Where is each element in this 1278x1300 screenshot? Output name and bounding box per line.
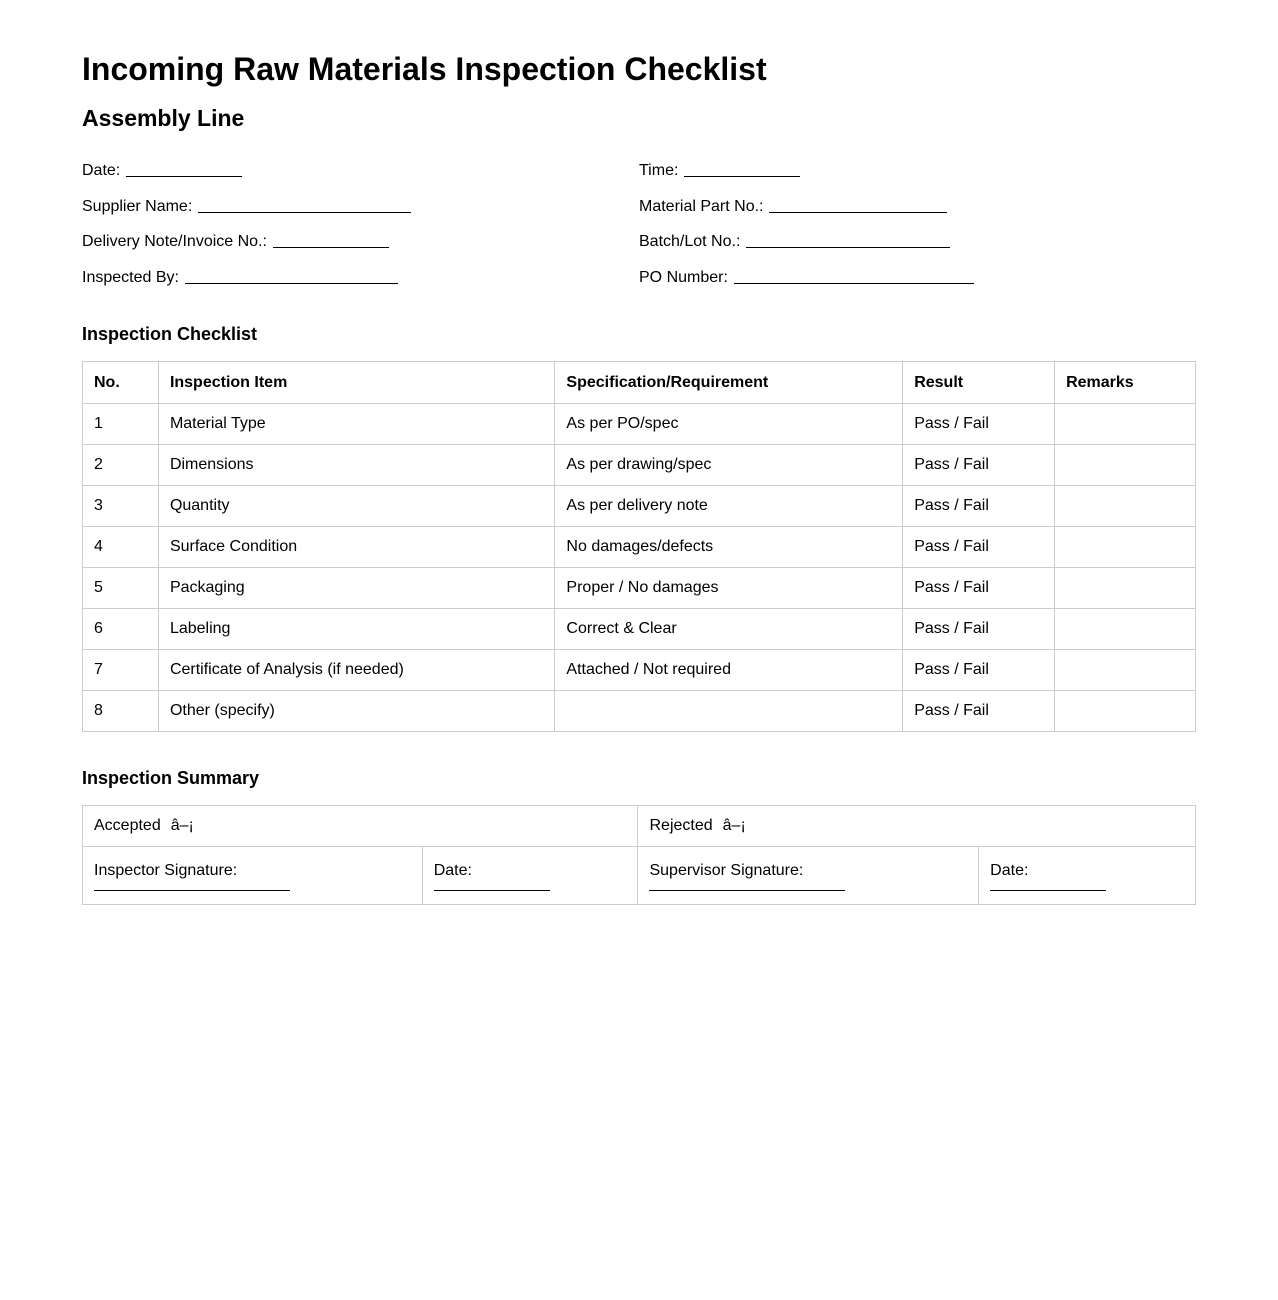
inspector-date-cell[interactable]: [422, 847, 638, 905]
row-result[interactable]: Pass / Fail: [903, 404, 1055, 445]
summary-decision-row: [83, 806, 1196, 847]
row-no: 7: [83, 650, 159, 691]
supervisor-date-line[interactable]: [990, 881, 1106, 891]
row-spec: As per delivery note: [555, 486, 903, 527]
inspector-date-line[interactable]: [434, 881, 550, 891]
row-item: Dimensions: [158, 445, 554, 486]
supplier-name-blank-line[interactable]: [198, 196, 411, 213]
table-row: [83, 609, 1196, 650]
row-no: 1: [83, 404, 159, 445]
date-field[interactable]: Date:: [82, 158, 242, 178]
row-spec: Proper / No damages: [555, 568, 903, 609]
row-remarks[interactable]: [1055, 568, 1196, 609]
column-header-result: Result: [903, 362, 1055, 404]
table-row: [83, 445, 1196, 486]
row-item: Labeling: [158, 609, 554, 650]
supervisor-date-cell[interactable]: [979, 847, 1196, 905]
inspector-date-label: Date:: [433, 861, 472, 879]
inspector-signature-line[interactable]: [94, 881, 290, 891]
row-result[interactable]: Pass / Fail: [903, 691, 1055, 732]
row-item: Other (specify): [158, 691, 554, 732]
po-number-blank-line[interactable]: [734, 267, 974, 284]
rejected-checkbox-icon[interactable]: â–¡: [722, 817, 746, 834]
inspected-by-blank-line[interactable]: [185, 267, 398, 284]
rejected-label: Rejected: [649, 817, 713, 834]
supervisor-signature-line[interactable]: [649, 881, 845, 891]
row-spec: As per PO/spec: [555, 404, 903, 445]
supervisor-signature-label: Supervisor Signature:: [649, 861, 804, 879]
summary-heading: Inspection Summary: [82, 768, 260, 788]
row-result[interactable]: Pass / Fail: [903, 650, 1055, 691]
time-blank-line[interactable]: [684, 160, 800, 177]
row-spec: No damages/defects: [555, 527, 903, 568]
table-row: [83, 527, 1196, 568]
table-row: [83, 486, 1196, 527]
column-header-no: No.: [83, 362, 159, 404]
po-number-field[interactable]: PO Number:: [639, 265, 974, 285]
delivery-note-blank-line[interactable]: [273, 231, 389, 248]
row-item: Packaging: [158, 568, 554, 609]
inspector-signature-label: Inspector Signature:: [94, 861, 238, 879]
row-remarks[interactable]: [1055, 404, 1196, 445]
row-item: Quantity: [158, 486, 554, 527]
inspection-summary-table: [82, 805, 1196, 905]
accepted-checkbox-icon[interactable]: â–¡: [170, 817, 194, 834]
table-row: [83, 568, 1196, 609]
page-subtitle: Assembly Line: [82, 105, 245, 131]
accepted-label: Accepted: [94, 817, 161, 834]
material-part-no-field[interactable]: Material Part No.:: [639, 194, 947, 214]
rejected-cell[interactable]: [638, 806, 1196, 847]
row-no: 5: [83, 568, 159, 609]
row-no: 4: [83, 527, 159, 568]
row-no: 6: [83, 609, 159, 650]
inspection-checklist-table: [82, 361, 1196, 732]
supervisor-date-label: Date:: [990, 861, 1029, 879]
row-spec: Correct & Clear: [555, 609, 903, 650]
date-blank-line[interactable]: [126, 160, 242, 177]
row-no: 3: [83, 486, 159, 527]
row-remarks[interactable]: [1055, 486, 1196, 527]
row-no: 8: [83, 691, 159, 732]
time-field[interactable]: Time:: [639, 158, 800, 178]
row-remarks[interactable]: [1055, 650, 1196, 691]
page-title: Incoming Raw Materials Inspection Checklist: [82, 51, 767, 87]
row-result[interactable]: Pass / Fail: [903, 486, 1055, 527]
row-result[interactable]: Pass / Fail: [903, 445, 1055, 486]
row-remarks[interactable]: [1055, 691, 1196, 732]
row-result[interactable]: Pass / Fail: [903, 527, 1055, 568]
column-header-remarks: Remarks: [1055, 362, 1196, 404]
table-row: [83, 404, 1196, 445]
inspector-signature-cell[interactable]: [83, 847, 423, 905]
batch-lot-no-blank-line[interactable]: [746, 231, 950, 248]
row-item: Certificate of Analysis (if needed): [158, 650, 554, 691]
supplier-name-field[interactable]: Supplier Name:: [82, 194, 411, 214]
row-spec: [555, 691, 903, 732]
row-no: 2: [83, 445, 159, 486]
accepted-cell[interactable]: [83, 806, 638, 847]
row-result[interactable]: Pass / Fail: [903, 609, 1055, 650]
table-header-row: [83, 362, 1196, 404]
supervisor-signature-cell[interactable]: [638, 847, 979, 905]
column-header-item: Inspection Item: [158, 362, 554, 404]
row-item: Surface Condition: [158, 527, 554, 568]
row-remarks[interactable]: [1055, 609, 1196, 650]
row-spec: As per drawing/spec: [555, 445, 903, 486]
row-item: Material Type: [158, 404, 554, 445]
column-header-spec: Specification/Requirement: [555, 362, 903, 404]
inspected-by-field[interactable]: Inspected By:: [82, 265, 398, 285]
table-row: [83, 650, 1196, 691]
checklist-heading: Inspection Checklist: [82, 324, 258, 344]
table-row: [83, 691, 1196, 732]
row-remarks[interactable]: [1055, 527, 1196, 568]
row-result[interactable]: Pass / Fail: [903, 568, 1055, 609]
material-part-no-blank-line[interactable]: [769, 196, 947, 213]
delivery-note-field[interactable]: Delivery Note/Invoice No.:: [82, 229, 389, 249]
summary-signature-row: [83, 847, 1196, 905]
row-spec: Attached / Not required: [555, 650, 903, 691]
row-remarks[interactable]: [1055, 445, 1196, 486]
batch-lot-no-field[interactable]: Batch/Lot No.:: [639, 229, 950, 249]
